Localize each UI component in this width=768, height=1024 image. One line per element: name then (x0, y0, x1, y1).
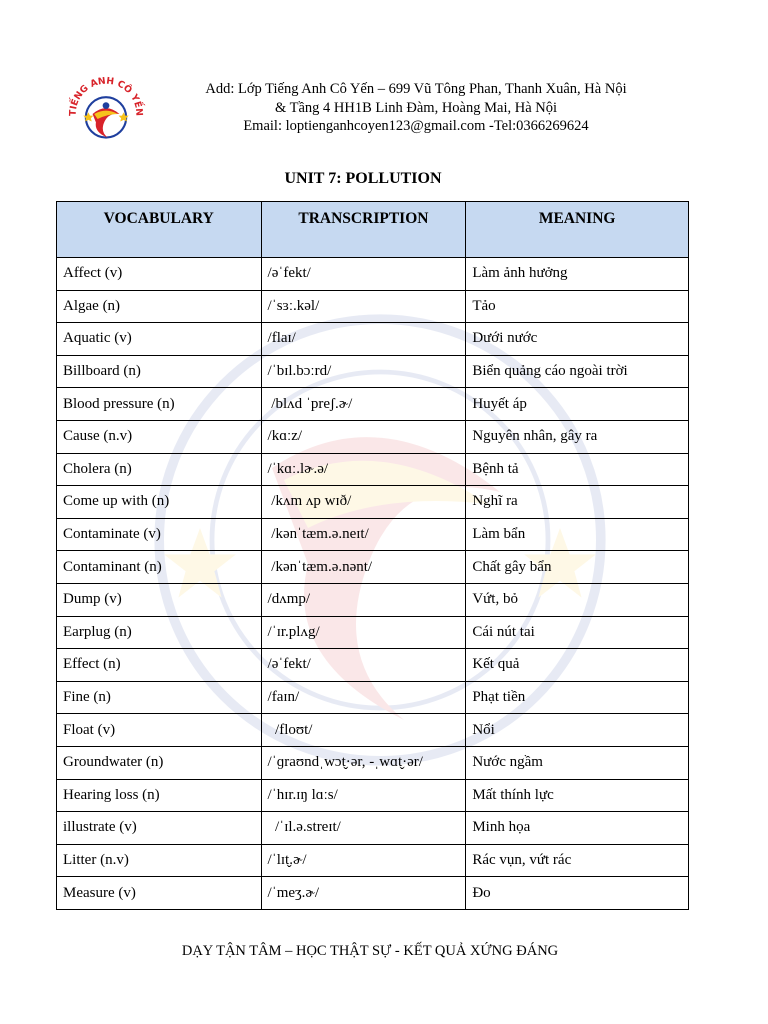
table-row (57, 616, 689, 649)
vocabulary-cell: Cause (n.v) (57, 420, 262, 453)
vocabulary-cell: Algae (n) (57, 290, 262, 323)
table-row (57, 681, 689, 714)
transcription-cell: /kənˈtæm.ə.nənt/ (261, 551, 466, 584)
contact-line: Email: loptienganhcoyen123@gmail.com -Tel:0366269624 (243, 118, 589, 134)
vocabulary-table (56, 201, 689, 910)
meaning-cell: Dưới nước (466, 323, 689, 356)
table-row (57, 290, 689, 323)
vocabulary-cell: Billboard (n) (57, 355, 262, 388)
meaning-cell: Làm bẩn (466, 518, 689, 551)
school-logo-icon (64, 72, 148, 156)
unit-title: UNIT 7: POLLUTION (284, 170, 442, 187)
vocabulary-cell: Earplug (n) (57, 616, 262, 649)
meaning-cell: Rác vụn, vứt rác (466, 844, 689, 877)
transcription-cell: /ˈɡraʊndˌwɔt̬·ər, -ˌwɑt̬·ər/ (261, 746, 466, 779)
transcription-cell: /ˈɪr.plʌg/ (261, 616, 466, 649)
table-row (57, 388, 689, 421)
meaning-cell: Minh họa (466, 812, 689, 845)
vocabulary-cell: Litter (n.v) (57, 844, 262, 877)
table-row (57, 583, 689, 616)
vocabulary-cell: Blood pressure (n) (57, 388, 262, 421)
vocabulary-cell: Hearing loss (n) (57, 779, 262, 812)
transcription-cell: /floʊt/ (261, 714, 466, 747)
transcription-cell: /ˈhɪr.ɪŋ lɑːs/ (261, 779, 466, 812)
meaning-cell: Tảo (466, 290, 689, 323)
table-row (57, 812, 689, 845)
vocabulary-cell: Come up with (n) (57, 486, 262, 519)
meaning-cell: Nước ngầm (466, 746, 689, 779)
transcription-cell: /ˈkɑː.lɚ.ə/ (261, 453, 466, 486)
header-transcription: TRANSCRIPTION (261, 202, 466, 258)
table-row (57, 551, 689, 584)
table-row (57, 453, 689, 486)
school-address-header (160, 80, 672, 136)
transcription-cell: /kɑːz/ (261, 420, 466, 453)
table-row (57, 714, 689, 747)
table-row (57, 877, 689, 910)
meaning-cell: Chất gây bẩn (466, 551, 689, 584)
transcription-cell: /faɪn/ (261, 681, 466, 714)
transcription-cell: /ˈbɪl.bɔːrd/ (261, 355, 466, 388)
meaning-cell: Mất thính lực (466, 779, 689, 812)
meaning-cell: Vứt, bỏ (466, 583, 689, 616)
vocabulary-table-body (57, 258, 689, 910)
transcription-cell: /ˈlɪt̬.ɚ/ (261, 844, 466, 877)
vocabulary-cell: Aquatic (v) (57, 323, 262, 356)
table-row (57, 355, 689, 388)
meaning-cell: Cái nút tai (466, 616, 689, 649)
table-row (57, 323, 689, 356)
meaning-cell: Làm ảnh hưởng (466, 258, 689, 291)
meaning-cell: Nguyên nhân, gây ra (466, 420, 689, 453)
address-line-2: & Tầng 4 HH1B Linh Đàm, Hoàng Mai, Hà Nội (274, 99, 558, 116)
table-row (57, 258, 689, 291)
meaning-cell: Đo (466, 877, 689, 910)
address-line-1: Add: Lớp Tiếng Anh Cô Yến – 699 Vũ Tông Phan, Thanh Xuân, Hà Nội (205, 81, 627, 97)
footer-motto: DẠY TẬN TÂM – HỌC THẬT SỰ - KẾT QUẢ XỨNG ĐÁNG (181, 943, 559, 959)
vocabulary-cell: Fine (n) (57, 681, 262, 714)
vocabulary-cell: Float (v) (57, 714, 262, 747)
table-row (57, 518, 689, 551)
vocabulary-cell: illustrate (v) (57, 812, 262, 845)
transcription-cell: /ˈmeʒ.ɚ/ (261, 877, 466, 910)
meaning-cell: Biển quảng cáo ngoài trời (466, 355, 689, 388)
vocabulary-cell: Contaminate (v) (57, 518, 262, 551)
meaning-cell: Bệnh tả (466, 453, 689, 486)
transcription-cell: /blʌd ˈpreʃ.ɚ/ (261, 388, 466, 421)
transcription-cell: /flaɪ/ (261, 323, 466, 356)
vocabulary-cell: Affect (v) (57, 258, 262, 291)
header-vocabulary: VOCABULARY (57, 202, 262, 258)
transcription-cell: /əˈfekt/ (261, 649, 466, 682)
transcription-cell: /kənˈtæm.ə.neɪt/ (261, 518, 466, 551)
vocabulary-cell: Cholera (n) (57, 453, 262, 486)
meaning-cell: Kết quả (466, 649, 689, 682)
vocabulary-cell: Measure (v) (57, 877, 262, 910)
transcription-cell: /əˈfekt/ (261, 258, 466, 291)
meaning-cell: Nghĩ ra (466, 486, 689, 519)
vocabulary-cell: Dump (v) (57, 583, 262, 616)
vocabulary-cell: Contaminant (n) (57, 551, 262, 584)
transcription-cell: /ˈsɜː.kəl/ (261, 290, 466, 323)
header-meaning: MEANING (466, 202, 689, 258)
meaning-cell: Huyết áp (466, 388, 689, 421)
meaning-cell: Phạt tiền (466, 681, 689, 714)
table-row (57, 844, 689, 877)
table-header-row (57, 202, 689, 258)
vocabulary-cell: Effect (n) (57, 649, 262, 682)
transcription-cell: /kʌm ʌp wɪð/ (261, 486, 466, 519)
table-row (57, 649, 689, 682)
transcription-cell: /ˈɪl.ə.streɪt/ (261, 812, 466, 845)
meaning-cell: Nổi (466, 714, 689, 747)
table-row (57, 486, 689, 519)
table-row (57, 746, 689, 779)
logo-text: TIẾNG ANH CÔ YẾN (67, 75, 145, 117)
table-row (57, 420, 689, 453)
table-row (57, 779, 689, 812)
transcription-cell: /dʌmp/ (261, 583, 466, 616)
vocabulary-cell: Groundwater (n) (57, 746, 262, 779)
